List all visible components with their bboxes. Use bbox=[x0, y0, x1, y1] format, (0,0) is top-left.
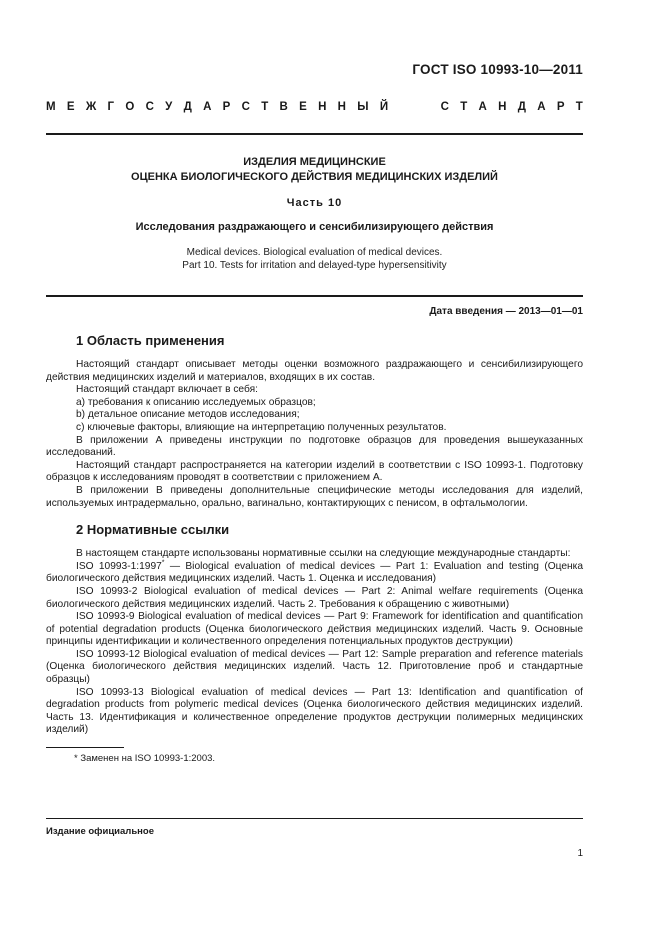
section-2-heading: 2 Нормативные ссылки bbox=[76, 522, 230, 538]
standard-letter: Р bbox=[556, 101, 565, 113]
standard-letter: А bbox=[537, 101, 546, 113]
part-number: Часть 10 bbox=[286, 197, 343, 209]
footnote-rule bbox=[46, 747, 124, 748]
interstate-letter: С bbox=[241, 101, 250, 113]
section-1-paragraph: В приложении В приведены дополнительные специфические методы исследования для изделий, используемых интрадермально, орально, вагинально, контактирующих с пенисом, в офтальмологии. bbox=[46, 484, 583, 509]
normative-reference bbox=[46, 561, 583, 586]
title-rule bbox=[46, 295, 583, 297]
interstate-letter: Р bbox=[222, 101, 231, 113]
interstate-letter: А bbox=[203, 101, 212, 113]
reference-text: — Biological evaluation of medical devices — Part 1: Evaluation and testing (Оценка биологического действия медицинских изделий. Часть 1. Оценка и исследования) bbox=[46, 560, 583, 585]
english-title-line-2: Part 10. Tests for irritation and delayed-type hypersensitivity bbox=[182, 260, 447, 271]
interstate-standard-heading bbox=[46, 101, 583, 113]
normative-reference: ISO 10993-12 Biological evaluation of medical devices — Part 12: Sample preparation and reference materials (Оценка биологического действия медицинских изделий. Часть 12. Приготовление проб и стандартные образцы) bbox=[46, 648, 583, 686]
interstate-letter: Д bbox=[183, 101, 192, 113]
normative-reference: ISO 10993-2 Biological evaluation of medical devices — Part 2: Animal welfare requirements (Оценка биологического действия медицинских изделий. Часть 2. Требования к обращению с животными) bbox=[46, 585, 583, 610]
standard-letter: Н bbox=[498, 101, 507, 113]
section-2-intro: В настоящем стандарте использованы нормативные ссылки на следующие международные стандарты: bbox=[76, 548, 571, 560]
footnote-marker: * bbox=[161, 559, 165, 567]
footnote: * Заменен на ISO 10993-1:2003. bbox=[74, 753, 216, 765]
standard-letter: Т bbox=[575, 101, 583, 113]
interstate-letter: Г bbox=[107, 101, 115, 113]
standard-letter: С bbox=[440, 101, 449, 113]
section-1-paragraph: В приложении А приведены инструкции по подготовке образцов для проведения вышеуказанных исследований. bbox=[46, 434, 583, 459]
interstate-letter: Е bbox=[299, 101, 307, 113]
page-number: 1 bbox=[577, 848, 583, 859]
standard-letter: Д bbox=[517, 101, 526, 113]
english-title-line-1: Medical devices. Biological evaluation of medical devices. bbox=[186, 247, 443, 258]
section-1-paragraph: Настоящий стандарт распространяется на категории изделий в соответствии с ISO 10993-1. Подготовку образцов к исследованиям проводят в соответствии с приложением А. bbox=[46, 459, 583, 484]
interstate-letter: Й bbox=[379, 101, 389, 113]
introduction-date: Дата введения — 2013—01—01 bbox=[429, 306, 583, 317]
interstate-letter: Ы bbox=[357, 101, 369, 113]
header-rule bbox=[46, 133, 583, 135]
document-body bbox=[46, 333, 583, 766]
reference-code: ISO 10993-1:1997 bbox=[76, 560, 162, 572]
title-line-1: ИЗДЕЛИЯ МЕДИЦИНСКИЕ bbox=[243, 156, 386, 168]
word-gap bbox=[399, 101, 429, 113]
english-title bbox=[46, 246, 583, 272]
interstate-letter: В bbox=[279, 101, 288, 113]
normative-reference: ISO 10993-13 Biological evaluation of medical devices — Part 13: Identification and quantification of degradation products from polymeric medical devices (Оценка биологического действия медицинских изделий. Часть 13. Идентификация и количественное определение продуктов деструкции полимерных медицинских изделий) bbox=[46, 686, 583, 736]
interstate-letter: Т bbox=[261, 101, 269, 113]
standard-letter: Т bbox=[460, 101, 468, 113]
interstate-letter: Н bbox=[337, 101, 346, 113]
section-1-paragraph: Настоящий стандарт включает в себя: bbox=[76, 384, 258, 396]
part-subtitle: Исследования раздражающего и сенсибилизирующего действия bbox=[135, 221, 494, 233]
interstate-letter: Ж bbox=[85, 101, 97, 113]
section-1-list-item: c) ключевые факторы, влияющие на интерпретацию полученных результатов. bbox=[76, 421, 447, 433]
standard-number: ГОСТ ISO 10993-10—2011 bbox=[412, 62, 583, 77]
section-1-list-item: b) детальное описание методов исследования; bbox=[76, 409, 300, 421]
interstate-letter: Н bbox=[318, 101, 327, 113]
interstate-letter: М bbox=[46, 101, 56, 113]
interstate-letter: С bbox=[145, 101, 154, 113]
interstate-letter: У bbox=[165, 101, 173, 113]
interstate-letter: О bbox=[125, 101, 135, 113]
standard-letter: А bbox=[478, 101, 487, 113]
official-edition-label: Издание официальное bbox=[46, 826, 154, 837]
title-block bbox=[46, 155, 583, 272]
section-1-heading: 1 Область применения bbox=[76, 333, 225, 348]
normative-reference: ISO 10993-9 Biological evaluation of medical devices — Part 9: Framework for identification and quantification of potential degradation products (Оценка биологического действия медицинских изделий. Часть 9. Основные принципы идентификации и количественного определения потенциальных продуктов деструкции) bbox=[46, 611, 583, 648]
section-1-paragraph: Настоящий стандарт описывает методы оценки возможного раздражающего и сенсибилизирующего действия медицинских изделий и материалов, входящих в их состав. bbox=[46, 359, 583, 383]
section-1-list-item: a) требования к описанию исследуемых образцов; bbox=[76, 396, 316, 408]
title-line-2: ОЦЕНКА БИОЛОГИЧЕСКОГО ДЕЙСТВИЯ МЕДИЦИНСКИХ ИЗДЕЛИЙ bbox=[131, 171, 498, 183]
interstate-letter: Е bbox=[66, 101, 75, 113]
footer-rule bbox=[46, 818, 583, 819]
